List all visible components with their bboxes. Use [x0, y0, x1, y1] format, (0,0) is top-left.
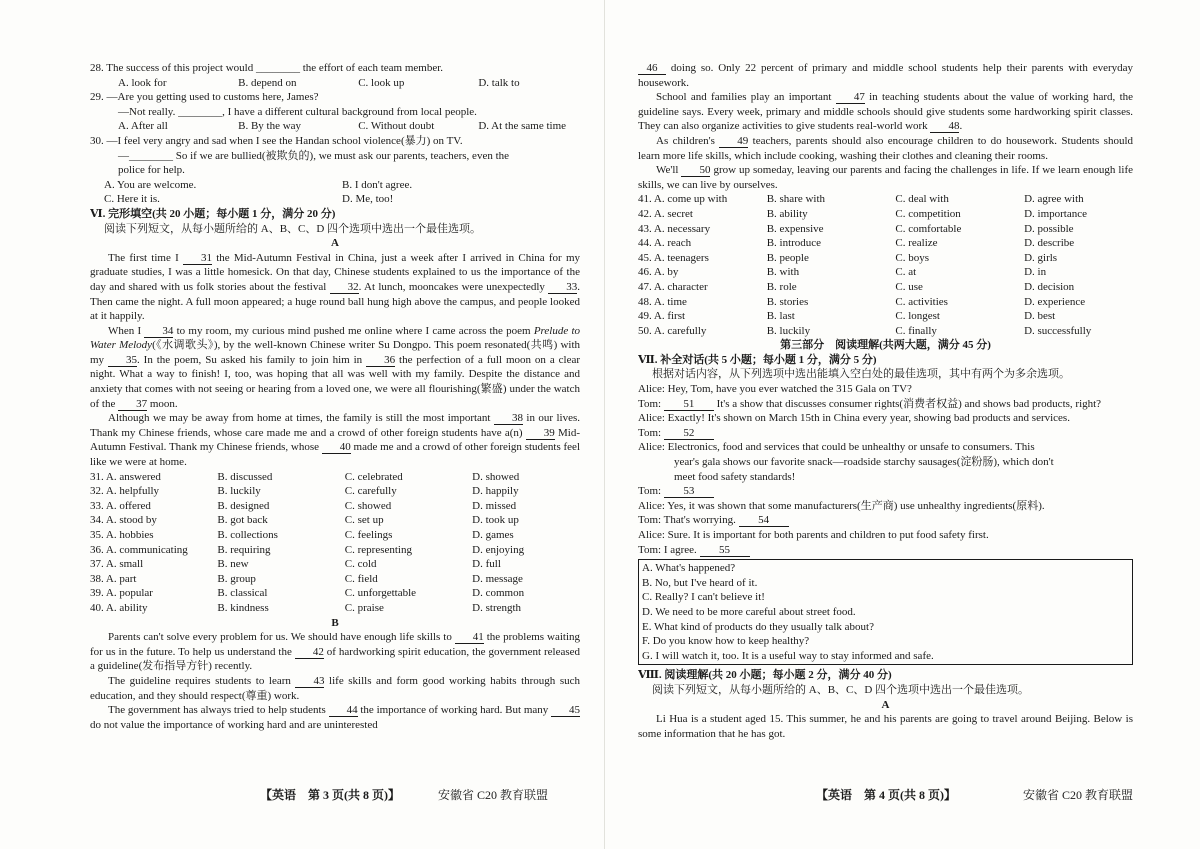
option-choice[interactable]: D. in: [1024, 266, 1047, 279]
option-choice[interactable]: B. luckily: [766, 324, 811, 337]
option-choice[interactable]: B. role: [766, 280, 797, 293]
option-choice[interactable]: C. showed: [344, 499, 392, 512]
option-choice[interactable]: 47. A. character: [638, 280, 708, 293]
question-29-stem: 29. —Are you getting used to customs here, James?: [90, 91, 319, 104]
option-choice[interactable]: C. Without doubt: [358, 120, 435, 133]
footer-page-4-publisher: 安徽省 C20 教育联盟: [1023, 788, 1134, 802]
option-choice[interactable]: 33. A. offered: [90, 499, 151, 512]
blank-40[interactable]: 40: [322, 441, 351, 454]
option-choice[interactable]: C. activities: [895, 295, 948, 308]
dialogue-option[interactable]: F. Do you know how to keep healthy?: [642, 635, 810, 648]
option-choice[interactable]: C. finally: [895, 324, 937, 337]
option-choice[interactable]: D. took up: [472, 514, 519, 527]
option-choice[interactable]: 49. A. first: [638, 310, 686, 323]
option-row: [638, 192, 1133, 207]
option-choice[interactable]: D. importance: [1024, 207, 1087, 220]
option-choice[interactable]: D. describe: [1024, 237, 1075, 250]
option-row: [90, 543, 580, 558]
option-choice[interactable]: C. carefully: [344, 485, 397, 498]
option-choice[interactable]: D. At the same time: [478, 120, 567, 133]
blank-31[interactable]: 31: [183, 252, 212, 265]
option-choice[interactable]: C. comfortable: [895, 222, 962, 235]
blank-41[interactable]: 41: [455, 631, 484, 644]
blank-38[interactable]: 38: [494, 412, 523, 425]
blank-32[interactable]: 32: [330, 281, 359, 294]
option-choice[interactable]: C. field: [344, 572, 378, 585]
dialogue-line-8: Tom: That's worrying. 54: [638, 513, 1133, 528]
option-choice[interactable]: A. You are welcome.: [104, 178, 197, 191]
dialogue-line-5: Alice: Electronics, food and services that could be unhealthy or unsafe to consumers. This: [638, 441, 1035, 454]
option-choice[interactable]: C. unforgettable: [344, 587, 417, 600]
dialogue-option[interactable]: C. Really? I can't believe it!: [642, 591, 765, 604]
option-choice[interactable]: D. showed: [472, 470, 520, 483]
option-row: [638, 295, 1133, 310]
option-choice[interactable]: D. enjoying: [472, 543, 525, 556]
dialogue-option[interactable]: B. No, but I've heard of it.: [642, 576, 758, 589]
passage-a-paragraph-1: The first time I 31 the Mid-Autumn Festival in China, just a week after I arrived in China for my graduate studies, I was a little homesick. On that day, Chinese students explained to us the importance of the day and shared with us folk stories about the festival 32. At lunch, mooncakes were unexpectedly 33. Then came the night. A full moon appeared; a huge round ball hung high above the campus, and people looked at it happily.: [90, 251, 580, 323]
reading-a-intro: Li Hua is a student aged 15. This summer, he and his parents are going to travel around Beijing. Below is some information that he has got.: [638, 713, 1133, 740]
option-choice[interactable]: D. decision: [1024, 280, 1075, 293]
section-8-title: Ⅷ. 阅读理解(共 20 小题；每小题 2 分，满分 40 分): [638, 669, 892, 682]
option-choice[interactable]: D. full: [472, 558, 501, 571]
option-choice[interactable]: C. competition: [895, 207, 961, 220]
dialogue-line-4: Tom: 52: [638, 426, 1133, 441]
blank-33[interactable]: 33: [548, 281, 577, 294]
option-choice[interactable]: B. last: [766, 310, 795, 323]
option-choice[interactable]: C. realize: [895, 237, 938, 250]
option-choice[interactable]: C. set up: [344, 514, 384, 527]
passage-b-paragraph-3: The government has always tried to help students 44 the importance of working hard. But many 45 do not value the importance of working hard and are uninterested: [90, 704, 580, 731]
question-28-options: [90, 76, 580, 91]
dialogue-option[interactable]: D. We need to be more careful about street food.: [642, 605, 856, 618]
option-choice[interactable]: B. introduce: [766, 237, 822, 250]
option-choice[interactable]: C. at: [895, 266, 917, 279]
option-choice[interactable]: B. kindness: [217, 601, 269, 614]
option-choice[interactable]: B. I don't agree.: [342, 178, 413, 191]
option-choice[interactable]: B. depend on: [238, 76, 297, 89]
option-choice[interactable]: D. possible: [1024, 222, 1074, 235]
option-choice[interactable]: 42. A. secret: [638, 207, 693, 220]
dialogue-option[interactable]: E. What kind of products do they usually talk about?: [642, 620, 874, 633]
question-30-stem: 30. —I feel very angry and sad when I see the Handan school violence(暴力) on TV.: [90, 134, 463, 147]
option-choice[interactable]: C. representing: [344, 543, 412, 556]
option-choice[interactable]: 43. A. necessary: [638, 222, 711, 235]
option-choice[interactable]: D. common: [472, 587, 525, 600]
option-choice[interactable]: C. use: [895, 280, 923, 293]
option-row: [638, 236, 1133, 251]
option-choice[interactable]: C. praise: [344, 601, 384, 614]
blank-47[interactable]: 47: [836, 91, 865, 104]
option-row: [638, 222, 1133, 237]
dialogue-line-10: Tom: I agree. 55: [638, 543, 1133, 558]
dialogue-line-3: Alice: Exactly! It's shown on March 15th in China every year, showing bad products and services.: [638, 412, 1070, 425]
option-row: [90, 528, 580, 543]
option-row: [90, 513, 580, 528]
dialogue-option[interactable]: G. I will watch it, too. It is a useful way to stay informed and safe.: [642, 649, 934, 662]
dialogue-line-1: Alice: Hey, Tom, have you ever watched the 315 Gala on TV?: [638, 383, 912, 396]
option-choice[interactable]: 45. A. teenagers: [638, 251, 709, 264]
option-choice[interactable]: 37. A. small: [90, 558, 144, 571]
option-row: [638, 265, 1133, 280]
option-choice[interactable]: D. girls: [1024, 251, 1058, 264]
blank-46[interactable]: 46: [638, 62, 666, 75]
option-row: [638, 251, 1133, 266]
question-30-options-row2: [90, 192, 580, 207]
passage-b-paragraph-5: As children's 49 teachers, parents should also encourage children to do housework. Students should learn more life skills, which include cooking, washing their clothes and cleaning their rooms.: [638, 134, 1133, 162]
option-row: [90, 601, 580, 616]
question-30-reply-cont: police for help.: [118, 164, 185, 177]
option-choice[interactable]: C. cold: [344, 558, 377, 571]
blank-39[interactable]: 39: [526, 427, 555, 440]
option-choice[interactable]: 44. A. reach: [638, 237, 692, 250]
option-choice[interactable]: C. feelings: [344, 529, 393, 541]
option-choice[interactable]: 31. A. answered: [90, 470, 161, 483]
option-choice[interactable]: B. expensive: [766, 222, 824, 235]
option-row: [90, 484, 580, 499]
option-choice[interactable]: B. share with: [766, 193, 826, 206]
passage-a-paragraph-3: Although we may be away from home at times, the family is still the most important 38 in our lives. Thank my Chinese friends, whose care made me and a crowd of other foreign students have a(n) 39 Mid-Autumn Festival. Thank my Chinese friends, whose 40 made me and a crowd of other foreign students feel like we were at home.: [90, 412, 580, 469]
passage-a-label: A: [331, 237, 339, 250]
reading-a-label: A: [881, 698, 890, 711]
question-30-options: [90, 178, 580, 193]
section-8-instructions: 阅读下列短文，从每小题所给的 A、B、C、D 四个选项中选出一个最佳选项。: [652, 683, 1030, 696]
question-29-reply: —Not really. ________, I have a different cultural background from local people.: [118, 105, 477, 118]
footer-page-3-publisher: 安徽省 C20 教育联盟: [438, 788, 549, 802]
passage-a-paragraph-2: When I 34 to my room, my curious mind pushed me online where I came across the poem Prelude to Water Melody(《水调歌头》), by the well-known Chinese writer Su Dongpo. This poem resonated(共鸣) with my 35. In the poem, Su asked his family to join him in 36 the perfection of a full moon on a clear night. What a way to finish! I, too, was hoping that all was well with my family. Despite the distance and anxiety that comes with not seeing or hearing from a loved one, we were all flourishing(繁盛) under the watch of the 37 moon.: [90, 324, 580, 410]
option-choice[interactable]: C. celebrated: [344, 470, 403, 483]
dialogue-line-5-cont2: meet food safety standards!: [674, 470, 796, 483]
part-3-title: 第三部分 阅读理解(共两大题，满分 45 分): [780, 339, 991, 352]
dialogue-option[interactable]: A. What's happened?: [642, 562, 736, 575]
page-4: [638, 61, 1133, 781]
option-choice[interactable]: D. missed: [472, 499, 517, 512]
option-row: [90, 572, 580, 587]
passage-b-continued: 46 doing so. Only 22 percent of primary and middle school students help their parents with everyday housework.: [638, 62, 1133, 89]
option-choice[interactable]: D. talk to: [478, 76, 520, 89]
option-choice[interactable]: B. By the way: [238, 120, 302, 133]
dialogue-line-5-cont: year's gala shows our favorite snack—roadside starchy sausages(淀粉肠), which don't: [674, 456, 1054, 469]
options-31-40: [90, 470, 580, 616]
option-choice[interactable]: C. deal with: [895, 193, 949, 206]
option-choice[interactable]: D. Me, too!: [342, 193, 394, 206]
option-choice[interactable]: B. ability: [766, 207, 808, 220]
blank-44[interactable]: 44: [329, 704, 358, 717]
blank-50[interactable]: 50: [681, 164, 710, 177]
blank-52[interactable]: 52: [664, 427, 714, 440]
option-row: [638, 309, 1133, 324]
option-choice[interactable]: B. luckily: [217, 485, 261, 498]
option-choice[interactable]: B. stories: [766, 295, 809, 308]
option-choice[interactable]: B. new: [217, 558, 249, 571]
option-choice[interactable]: B. classical: [217, 587, 268, 600]
option-choice[interactable]: 39. A. popular: [90, 587, 153, 600]
blank-36[interactable]: 36: [366, 354, 395, 367]
section-6-title: Ⅵ. 完形填空(共 20 小题；每小题 1 分，满分 20 分): [90, 207, 336, 220]
passage-b-paragraph-1: Parents can't solve every problem for us. We should have enough life skills to 41 the problems waiting for us in the future. To help us understand the 42 of hardworking spirit education, the government released a guideline(发布指导方针) recently.: [90, 631, 580, 673]
option-choice[interactable]: 41. A. come up with: [638, 193, 728, 206]
option-row: [638, 207, 1133, 222]
option-choice[interactable]: 32. A. helpfully: [90, 485, 160, 498]
footer-page-3-label: 【英语 第 3 页(共 8 页)】: [260, 788, 400, 802]
dialogue-line-7: Alice: Yes, it was shown that some manufacturers(生产商) use unhealthy ingredients(原料).: [638, 499, 1045, 512]
option-choice[interactable]: B. discussed: [217, 470, 273, 483]
passage-b-label: B: [331, 616, 339, 629]
option-choice[interactable]: C. Here it is.: [104, 193, 160, 206]
option-choice[interactable]: B. designed: [217, 499, 270, 512]
option-choice[interactable]: 40. A. ability: [90, 601, 148, 614]
option-choice[interactable]: B. collections: [217, 529, 278, 541]
dialogue-options-box: [638, 559, 1133, 665]
dialogue-line-9: Alice: Sure. It is important for both parents and children to put food safety first.: [638, 529, 989, 541]
option-choice[interactable]: D. best: [1024, 310, 1056, 323]
question-30-reply: —________ So if we are bullied(被欺负的), we must ask our parents, teachers, even the: [118, 149, 510, 162]
page-fold-divider: [604, 0, 605, 849]
option-choice[interactable]: D. successfully: [1024, 324, 1092, 337]
blank-53[interactable]: 53: [664, 485, 714, 498]
question-28-stem: 28. The success of this project would ________ the effort of each team member.: [90, 62, 444, 74]
passage-b-paragraph-4: School and families play an important 47 in teaching students about the value of working hard, the guideline says. Every week, primary and middle schools should give students some hardworking spirit classes. They can also organize activities to give students real-world work 48.: [638, 91, 1133, 133]
section-7-title: Ⅶ. 补全对话(共 5 小题；每小题 1 分，满分 5 分): [638, 353, 877, 366]
option-row: [638, 324, 1133, 339]
poem-title: Prelude to Water Melody: [90, 324, 580, 352]
blank-35[interactable]: 35: [108, 354, 137, 367]
option-choice[interactable]: C. boys: [895, 251, 929, 264]
blank-54[interactable]: 54: [739, 514, 789, 527]
option-choice[interactable]: B. requiring: [217, 543, 271, 556]
option-choice[interactable]: A. After all: [118, 120, 168, 133]
option-choice[interactable]: 46. A. by: [638, 266, 679, 279]
option-choice[interactable]: 38. A. part: [90, 572, 137, 585]
blank-55[interactable]: 55: [700, 544, 750, 557]
question-29-options: [90, 119, 580, 134]
footer-page-4-label: 【英语 第 4 页(共 8 页)】: [816, 788, 956, 802]
option-choice[interactable]: 35. A. hobbies: [90, 529, 154, 541]
option-choice[interactable]: D. experience: [1024, 295, 1086, 308]
option-choice[interactable]: 34. A. stood by: [90, 514, 157, 527]
option-choice[interactable]: B. group: [217, 572, 256, 585]
blank-42[interactable]: 42: [295, 646, 324, 659]
option-choice[interactable]: 50. A. carefully: [638, 324, 707, 337]
option-choice[interactable]: D. message: [472, 572, 523, 585]
blank-48[interactable]: 48: [930, 120, 959, 133]
blank-34[interactable]: 34: [144, 325, 173, 338]
option-choice[interactable]: 48. A. time: [638, 295, 687, 308]
option-choice[interactable]: D. happily: [472, 485, 519, 498]
dialogue-line-6: Tom: 53: [638, 484, 1133, 499]
option-row: [90, 586, 580, 601]
option-choice[interactable]: C. longest: [895, 310, 940, 323]
page-3: [90, 61, 580, 781]
option-choice[interactable]: D. strength: [472, 601, 522, 614]
option-choice[interactable]: D. games: [472, 529, 514, 541]
blank-43[interactable]: 43: [295, 675, 324, 688]
blank-49[interactable]: 49: [719, 135, 748, 148]
passage-b-paragraph-2: The guideline requires students to learn 43 life skills and form good working habits through such education, and they should respect(尊重) work.: [90, 674, 580, 702]
section-7-instructions: 根据对话内容，从下列选项中选出能填入空白处的最佳选项，其中有两个为多余选项。: [652, 368, 1070, 381]
option-row: [638, 280, 1133, 295]
option-choice[interactable]: A. look for: [118, 76, 167, 89]
section-6-instructions: 阅读下列短文，从每小题所给的 A、B、C、D 四个选项中选出一个最佳选项。: [104, 222, 482, 235]
option-choice[interactable]: C. look up: [358, 76, 405, 89]
passage-b-paragraph-6: We'll 50 grow up someday, leaving our parents and facing the challenges in life. If we learn enough life skills, we can live by ourselves.: [638, 164, 1133, 191]
blank-37[interactable]: 37: [118, 398, 147, 411]
option-choice[interactable]: D. agree with: [1024, 193, 1084, 206]
blank-51[interactable]: 51: [664, 398, 714, 411]
option-choice[interactable]: B. with: [766, 266, 800, 279]
blank-45[interactable]: 45: [551, 704, 580, 717]
option-row: [90, 499, 580, 514]
option-choice[interactable]: B. got back: [217, 514, 268, 527]
option-row: [90, 557, 580, 572]
option-row: [90, 470, 580, 485]
option-choice[interactable]: B. people: [766, 251, 809, 264]
option-choice[interactable]: 36. A. communicating: [90, 543, 188, 556]
dialogue-line-2: Tom: 51 It's a show that discusses consumer rights(消费者权益) and shows bad products, right?: [638, 397, 1102, 410]
options-41-50: [638, 192, 1133, 338]
